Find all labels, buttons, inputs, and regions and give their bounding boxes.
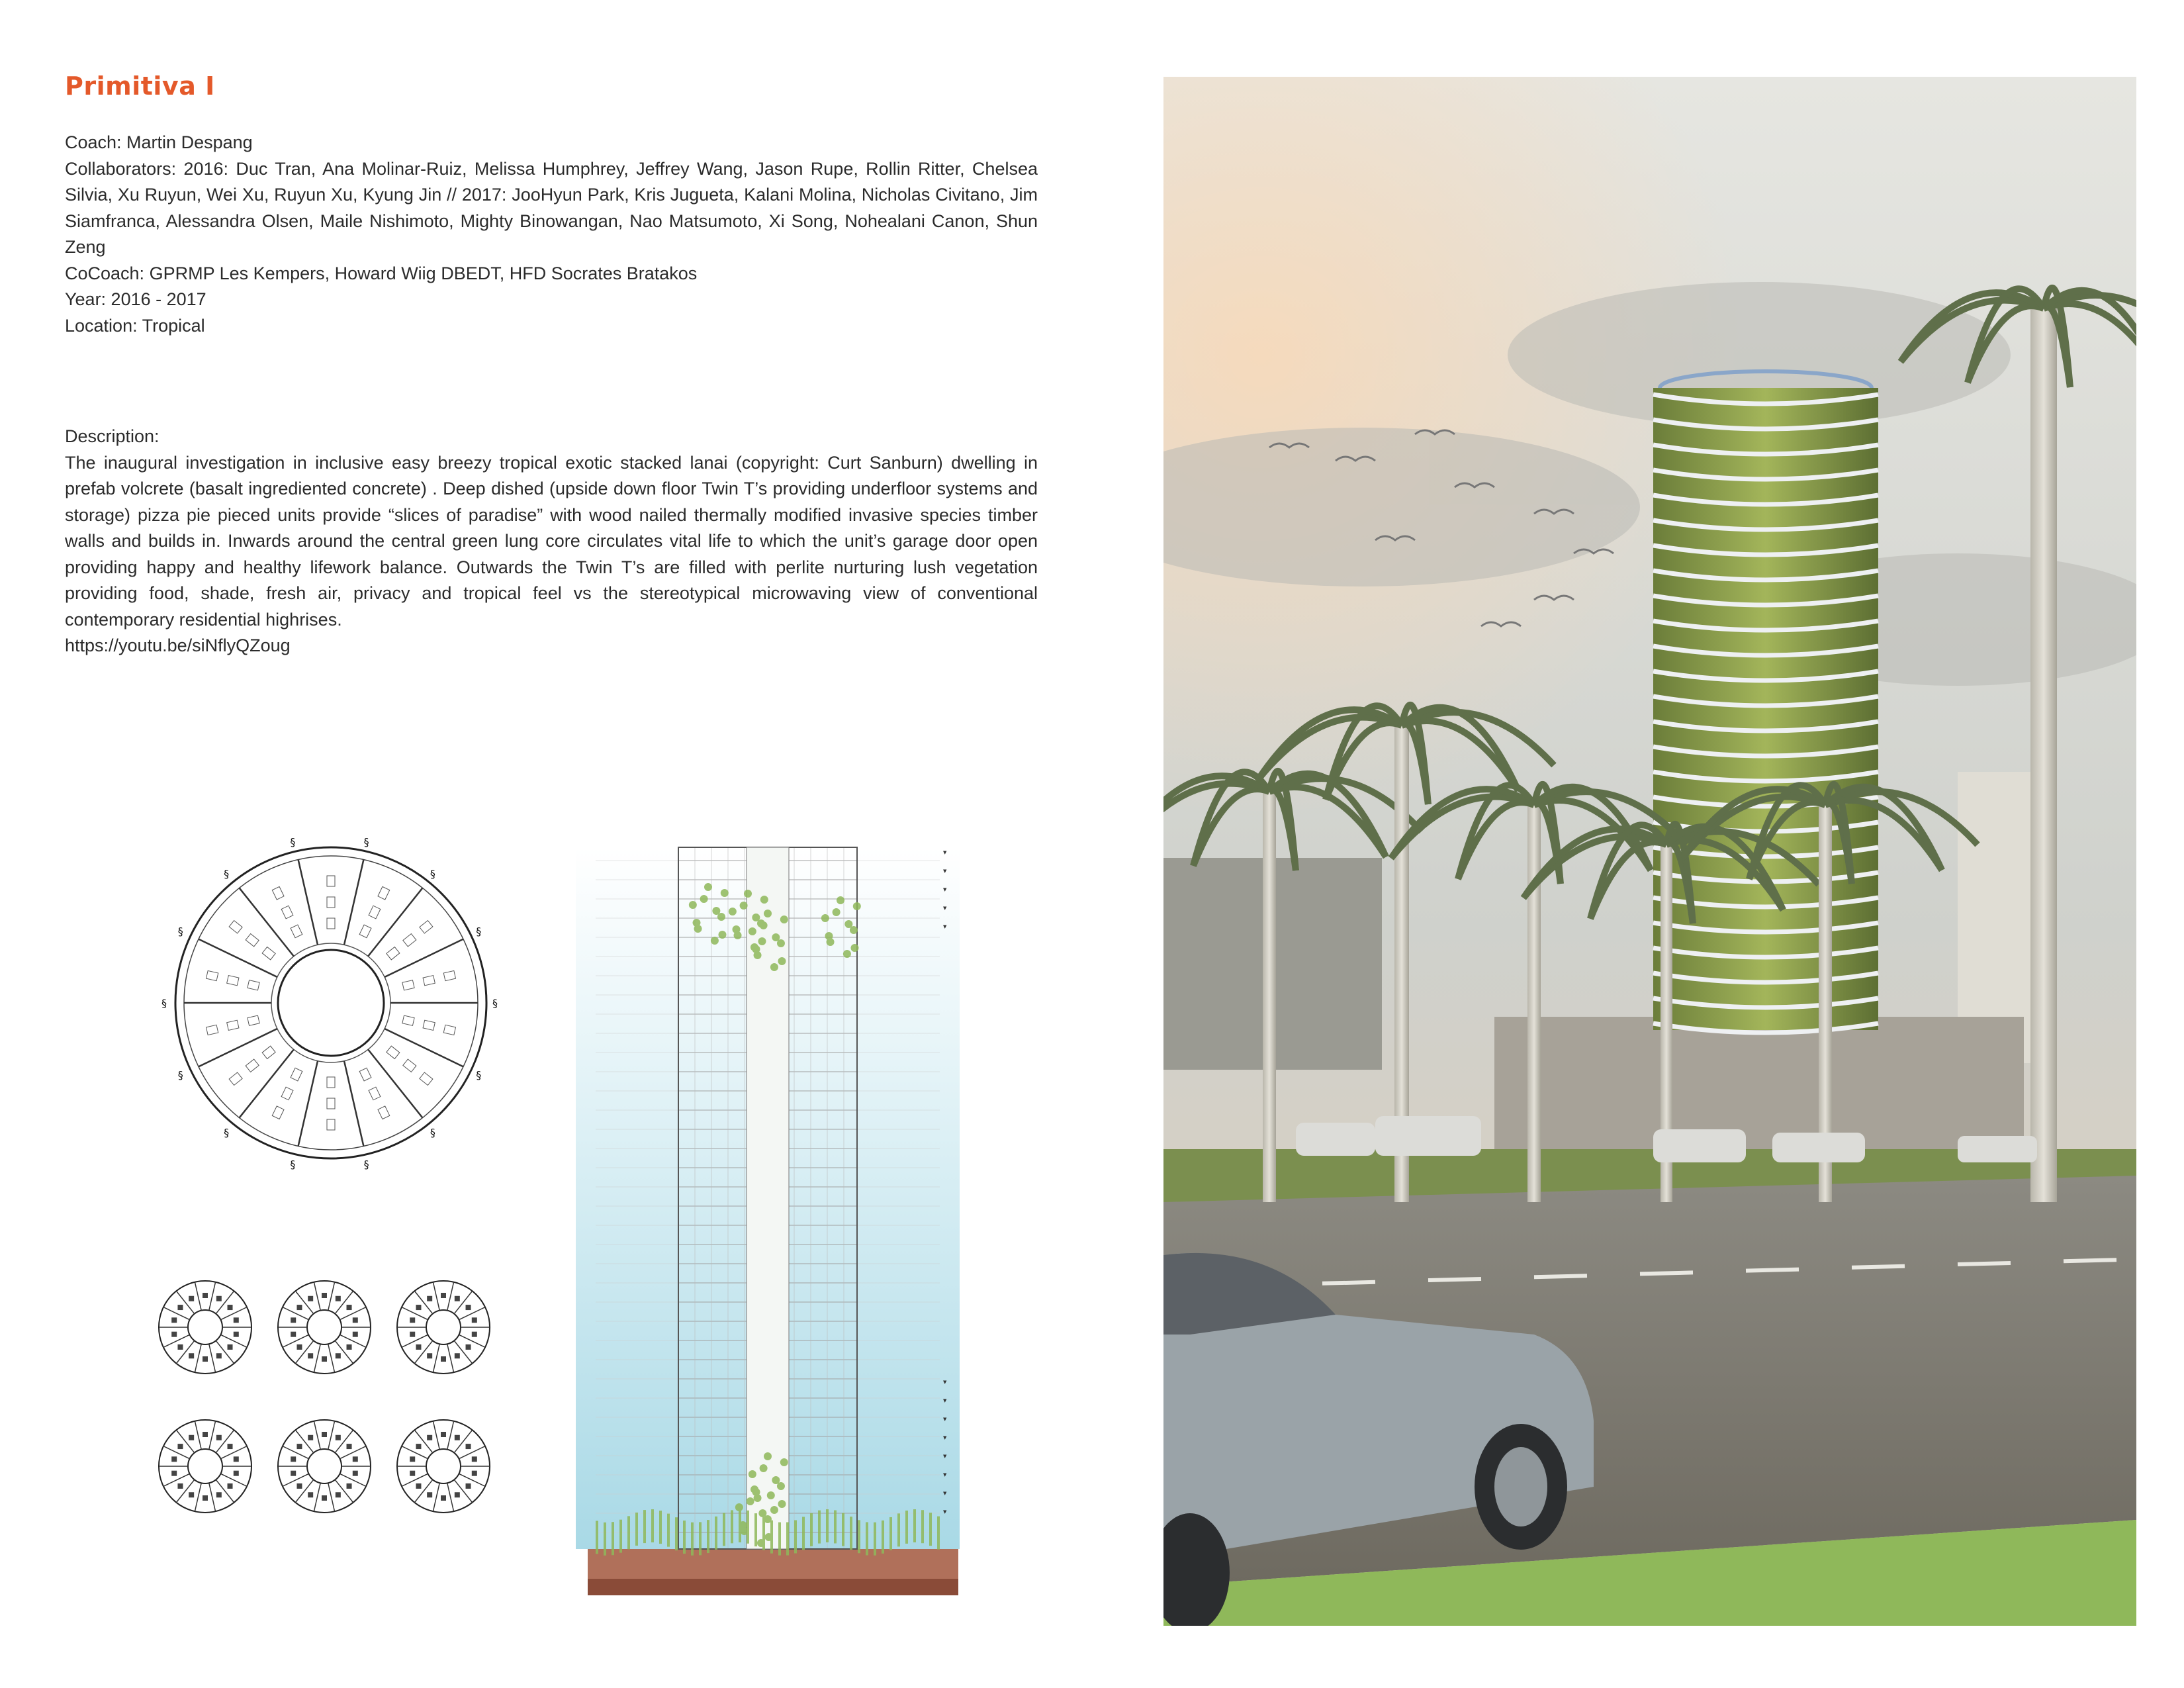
- description-body: The inaugural investigation in inclusive easy breezy tropical exotic stacked lanai (copyright: Curt Sanburn) dwelling in prefab volcrete (basalt ingrediented concrete) . Deep dished (upside down floor Twin T’s providing underfloor systems and storage) pizza pie pieced units provide “slices of paradise” with wood nailed thermally modified invasive species timber walls and builds in. Inwards around the central green lung core circulates vital life to which the unit’s garage door open providing happy and healthy lifework balance. Outwards the Twin T’s are filled with perlite nurturing lush vegetation providing food, shade, fresh air, privacy and tropical feel vs the stereotypical microwaving view of conventional contemporary residential highrises.: [65, 452, 1038, 630]
- svg-text:▼: ▼: [943, 850, 947, 855]
- svg-text:▼: ▼: [943, 1398, 947, 1403]
- svg-text:▼: ▼: [943, 1417, 947, 1422]
- svg-text:▼: ▼: [943, 868, 947, 874]
- svg-text:§: §: [224, 1126, 230, 1139]
- svg-text:§: §: [177, 925, 183, 938]
- svg-text:▼: ▼: [943, 906, 947, 911]
- tower-render-image: [1163, 77, 2136, 1626]
- svg-text:▼: ▼: [943, 1472, 947, 1477]
- project-description: [65, 424, 1038, 659]
- building-section-drawing: [569, 841, 966, 1602]
- svg-text:§: §: [177, 1068, 183, 1082]
- svg-text:§: §: [430, 867, 435, 880]
- svg-text:§: §: [363, 1158, 369, 1171]
- year-line: Year: 2016 - 2017: [65, 289, 206, 309]
- svg-text:§: §: [224, 867, 230, 880]
- project-meta: [65, 130, 1038, 339]
- svg-text:§: §: [492, 997, 498, 1009]
- svg-text:▼: ▼: [943, 1435, 947, 1440]
- svg-text:§: §: [430, 1126, 435, 1139]
- svg-text:§: §: [476, 1068, 482, 1082]
- svg-text:▼: ▼: [943, 1509, 947, 1515]
- floor-plan-drawing: [159, 831, 503, 1175]
- location-line: Location: Tropical: [65, 315, 205, 336]
- project-title: Primitiva I: [65, 71, 215, 101]
- collaborators-line: Collaborators: 2016: Duc Tran, Ana Molinar-Ruiz, Melissa Humphrey, Jeffrey Wang, Jason Rupe, Rollin Ritter, Chelsea Silvia, Xu Ruyun, Wei Xu, Ruyun Xu, Kyung Jin // 2017: JooHyun Park, Kris Jugueta, Kalani Molina, Nicholas Civitano, Jim Siamfranca, Alessandra Olsen, Maile Nishimoto, Mighty Binowangan, Nao Matsumoto, Xi Song, Nohealani Canon, Shun Zeng: [65, 158, 1038, 257]
- svg-text:▼: ▼: [943, 1380, 947, 1385]
- cocoach-line: CoCoach: GPRMP Les Kempers, Howard Wiig DBEDT, HFD Socrates Bratakos: [65, 263, 698, 283]
- description-heading: Description:: [65, 426, 159, 446]
- video-link[interactable]: https://youtu.be/siNflyQZoug: [65, 635, 291, 655]
- svg-text:§: §: [290, 835, 296, 849]
- svg-text:§: §: [161, 997, 167, 1009]
- floor-plans-grid-drawing: [152, 1268, 523, 1532]
- svg-text:▼: ▼: [943, 1491, 947, 1496]
- svg-text:▼: ▼: [943, 1454, 947, 1459]
- svg-text:▼: ▼: [943, 924, 947, 929]
- svg-text:§: §: [363, 835, 369, 849]
- svg-text:▼: ▼: [943, 887, 947, 892]
- coach-line: Coach: Martin Despang: [65, 132, 253, 152]
- svg-text:§: §: [290, 1158, 296, 1171]
- svg-text:§: §: [476, 925, 482, 938]
